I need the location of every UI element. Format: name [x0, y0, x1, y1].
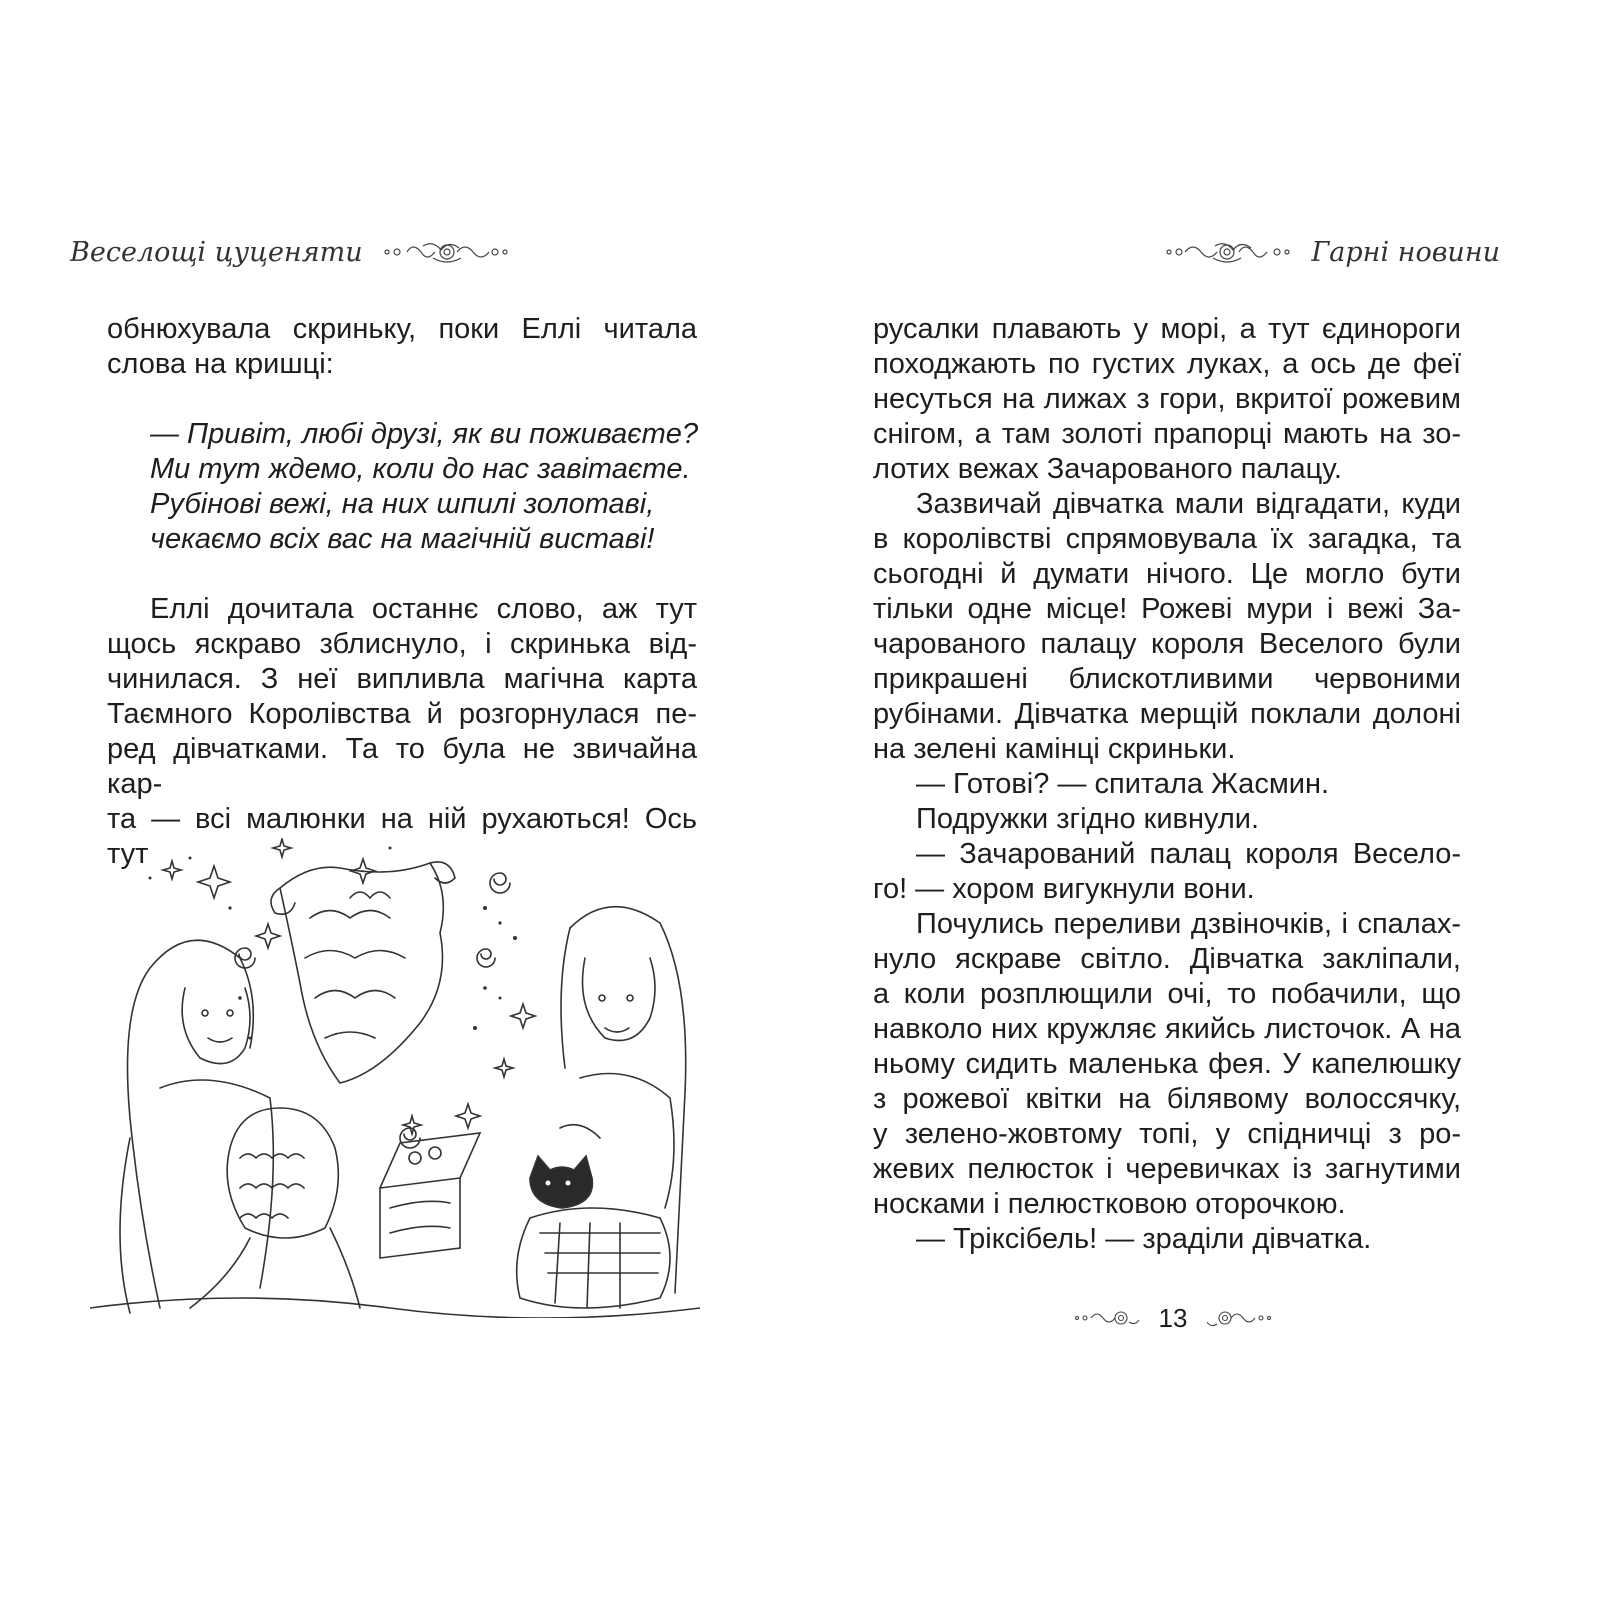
text-line: в королівстві спрямовувала їх загадка, та [873, 523, 1461, 555]
text-line: на зелені камінці скриньки. [873, 733, 1236, 765]
text-line: щось яскраво зблиснуло, і скринька від- [107, 628, 697, 660]
text-line: сьогодні й думати нічого. Це могло бути [873, 558, 1461, 590]
text-line: з рожевої квітки на білявому волоссячку, [873, 1083, 1461, 1115]
book-title: Веселощі цуценяти [70, 236, 363, 268]
text-line: жевих пелюсток і черевичках із загнутими [873, 1153, 1461, 1185]
text-line: Таємного Королівства й розгорнулася пе- [107, 698, 697, 730]
text-line: лотих вежах Зачарованого палацу. [873, 453, 1342, 485]
text-line: прикрашені блискотливими червоними [873, 663, 1461, 695]
text-line: русалки плавають у морі, а тут єдинороги [873, 313, 1461, 345]
left-page-text [107, 312, 697, 872]
text-line: го! — хором вигукнули вони. [873, 873, 1255, 905]
swirl-ornament-icon [1071, 1306, 1141, 1330]
right-page-text [873, 312, 1461, 1257]
swirl-ornament-icon [377, 238, 517, 266]
poem-line: чекаємо всіх вас на магічній виставі! [150, 523, 655, 555]
text-line: Зазвичай дівчатка мали відгадати, куди [916, 488, 1461, 520]
dialogue-line: — Тріксібель! — зраділи дівчатка. [916, 1223, 1372, 1255]
text-line: тільки одне місце! Рожеві мури і вежі За- [873, 593, 1461, 625]
text-line: несуться на лижах з гори, вкритої рожевим [873, 383, 1461, 415]
dialogue-line: Подружки згідно кивнули. [916, 803, 1260, 835]
running-header-right [1157, 232, 1500, 272]
text-line: нуло яскраве світло. Дівчатка закліпали, [873, 943, 1461, 975]
poem [150, 417, 697, 557]
text-line: Еллі дочитала останнє слово, аж тут [150, 593, 697, 625]
text-line: ред дівчатками. Та то була не звичайна кар- [107, 733, 697, 800]
text-line: та — всі малюнки на ній рухаються! Ось тут [107, 803, 697, 870]
swirl-ornament-icon [1205, 1306, 1275, 1330]
sparkle-icon [163, 839, 535, 1134]
illustration [90, 838, 700, 1318]
text-line: Почулись переливи дзвіночків, і спалах- [916, 908, 1461, 940]
text-line: обнюхувала скриньку, поки Еллі читала [107, 313, 697, 345]
poem-line: Ми тут ждемо, коли до нас завітаєте. [150, 453, 691, 485]
text-line: снігом, а там золоті прапорці мають на зо- [873, 418, 1461, 450]
dialogue-line: — Зачарований палац короля Весело- [916, 838, 1461, 870]
page-footer [1068, 1298, 1278, 1338]
text-line: ньому сидить маленька фея. У капелюшку [873, 1048, 1461, 1080]
text-line: а коли розплющили очі, то побачили, що [873, 978, 1461, 1010]
text-line: слова на кришці: [107, 348, 334, 380]
chapter-title: Гарні новини [1311, 236, 1500, 268]
text-line: походжають по густих луках, а ось де феї [873, 348, 1461, 380]
text-line: у зелено-жовтому топі, у спідничці з ро- [873, 1118, 1461, 1150]
text-line: рубінами. Дівчатка мерщій поклали долоні [873, 698, 1461, 730]
text-line: чинилася. З неї випливла магічна карта [107, 663, 697, 695]
poem-line: — Привіт, любі друзі, як ви поживаєте? [150, 418, 699, 450]
page-number: 13 [1158, 1302, 1188, 1333]
text-line: навколо них кружляє якийсь листочок. А на [873, 1013, 1461, 1045]
swirl-ornament-icon [1157, 238, 1297, 266]
running-header-left [70, 232, 517, 272]
text-line: носками і пелюстковою оторочкою. [873, 1188, 1346, 1220]
dialogue-line: — Готові? — спитала Жасмин. [916, 768, 1330, 800]
poem-line: Рубінові вежі, на них шпилі золотаві, [150, 488, 655, 520]
text-line: чарованого палацу короля Веселого були [873, 628, 1461, 660]
